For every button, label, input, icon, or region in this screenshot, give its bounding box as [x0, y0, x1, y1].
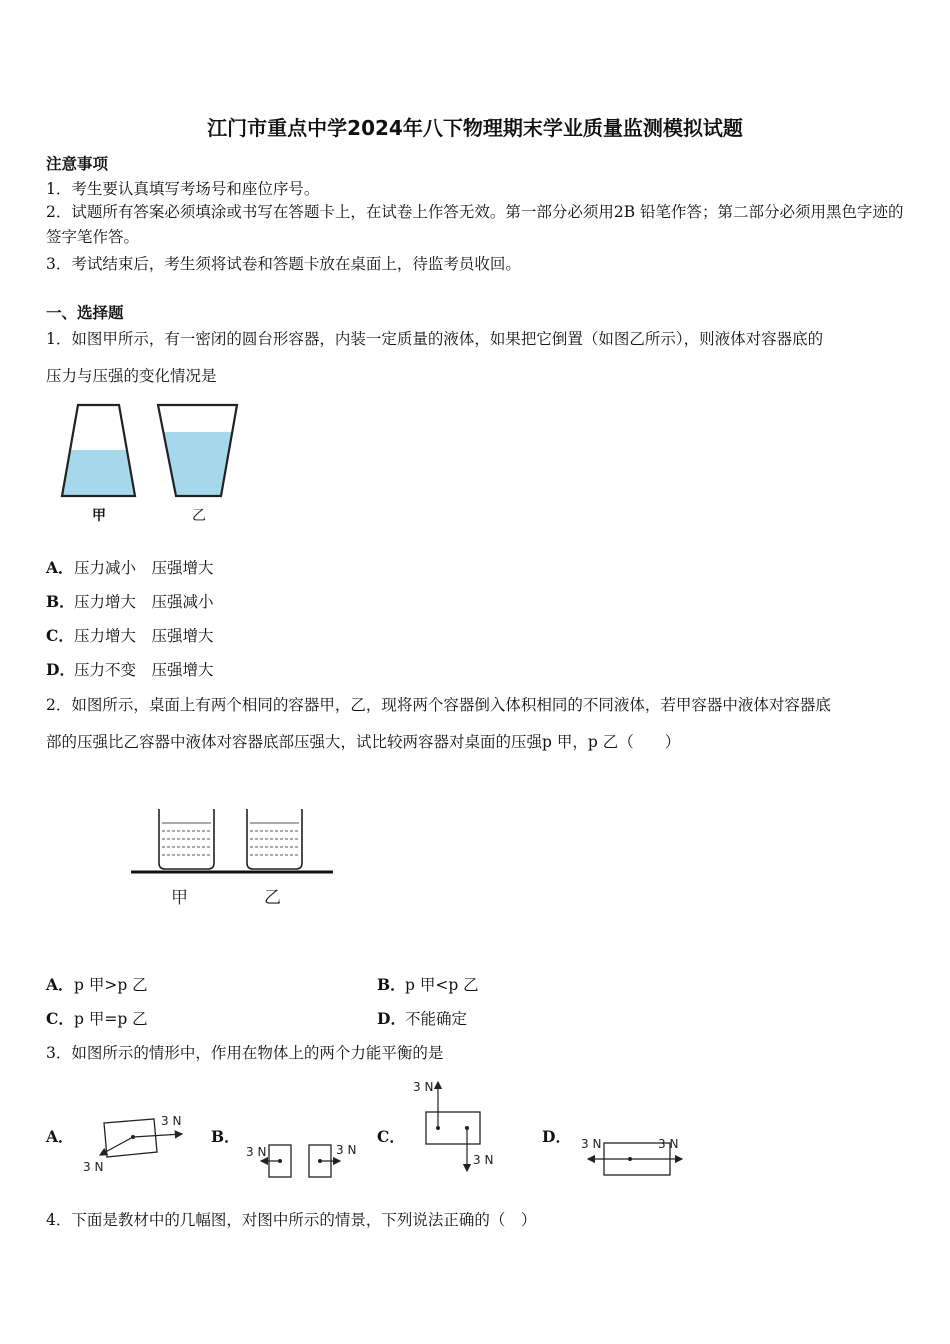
- q3-figure-c[interactable]: [410, 1076, 510, 1176]
- page-title: 江门市重点中学2024年八下物理期末学业质量监测模拟试题: [207, 116, 743, 140]
- q1-figure: [50, 400, 250, 528]
- force-label: 3 N: [336, 1143, 357, 1157]
- force-label: 3 N: [161, 1114, 182, 1128]
- force-label: 3 N: [83, 1160, 104, 1174]
- force-label: 3 N: [413, 1080, 434, 1094]
- q1-option-c[interactable]: C．压力增大 压强增大: [46, 626, 214, 645]
- q2-option-d[interactable]: D．不能确定: [377, 1009, 468, 1028]
- q1-stem-line1: 1．如图甲所示，有一密闭的圆台形容器，内装一定质量的液体，如果把它倒置（如图乙所示），则液体对容器底的: [46, 330, 824, 348]
- q2-option-a[interactable]: A．p 甲>p 乙: [46, 975, 148, 994]
- q3-figure-b[interactable]: [243, 1138, 368, 1183]
- q1-option-b[interactable]: B．压力增大 压强减小: [46, 592, 214, 611]
- q2-option-b[interactable]: B．p 甲<p 乙: [377, 975, 479, 994]
- force-label: 3 N: [246, 1145, 267, 1159]
- force-label: 3 N: [581, 1137, 602, 1151]
- container-jia: [62, 405, 135, 496]
- container-jia: [159, 809, 214, 869]
- q3-option-b-label[interactable]: B．: [211, 1127, 240, 1146]
- notice-item-1: 1．考生要认真填写考场号和座位序号。: [46, 180, 320, 198]
- container-yi: [247, 809, 302, 869]
- q4-stem: 4．下面是教材中的几幅图，对图中所示的情景，下列说法正确的（ ）: [46, 1211, 537, 1229]
- notice-item-2: 2．试题所有答案必须填涂或书写在答题卡上，在试卷上作答无效。第一部分必须用2B 铅笔作答；第二部分必须用黑色字迹的签字笔作答。: [46, 203, 904, 246]
- q3-figure-a[interactable]: [80, 1108, 190, 1178]
- q3-figure-d[interactable]: [578, 1130, 688, 1182]
- q2-stem-line2: 部的压强比乙容器中液体对容器底部压强大，试比较两容器对桌面的压强p 甲，p 乙（ ）: [46, 733, 681, 751]
- q3-stem: 3．如图所示的情形中，作用在物体上的两个力能平衡的是: [46, 1044, 444, 1062]
- q3-option-a-label[interactable]: A．: [46, 1127, 74, 1146]
- label-jia: 甲: [92, 508, 106, 524]
- q2-stem-line1: 2．如图所示，桌面上有两个相同的容器甲，乙，现将两个容器倒入体积相同的不同液体，若甲容器中液体对容器底: [46, 696, 831, 714]
- label-yi: 乙: [264, 888, 281, 908]
- notice-item-3: 3．考试结束后，考生须将试卷和答题卡放在桌面上，待监考员收回。: [46, 255, 521, 273]
- container-yi: [158, 405, 237, 496]
- q3-option-d-label[interactable]: D．: [542, 1127, 571, 1146]
- q1-option-d[interactable]: D．压力不变 压强增大: [46, 660, 214, 679]
- q1-stem-line2: 压力与压强的变化情况是: [46, 367, 217, 385]
- q1-option-a[interactable]: A．压力减小 压强增大: [46, 558, 214, 577]
- q2-option-c[interactable]: C．p 甲=p 乙: [46, 1009, 148, 1028]
- label-yi: 乙: [192, 508, 206, 524]
- liquid-jia: [62, 450, 135, 496]
- section-heading: 一、选择题: [46, 303, 124, 322]
- q2-figure: [128, 805, 338, 910]
- force-label: 3 N: [658, 1137, 679, 1151]
- q3-option-c-label[interactable]: C．: [377, 1127, 405, 1146]
- label-jia: 甲: [171, 888, 188, 908]
- force-label: 3 N: [473, 1153, 494, 1167]
- notice-heading: 注意事项: [46, 154, 109, 173]
